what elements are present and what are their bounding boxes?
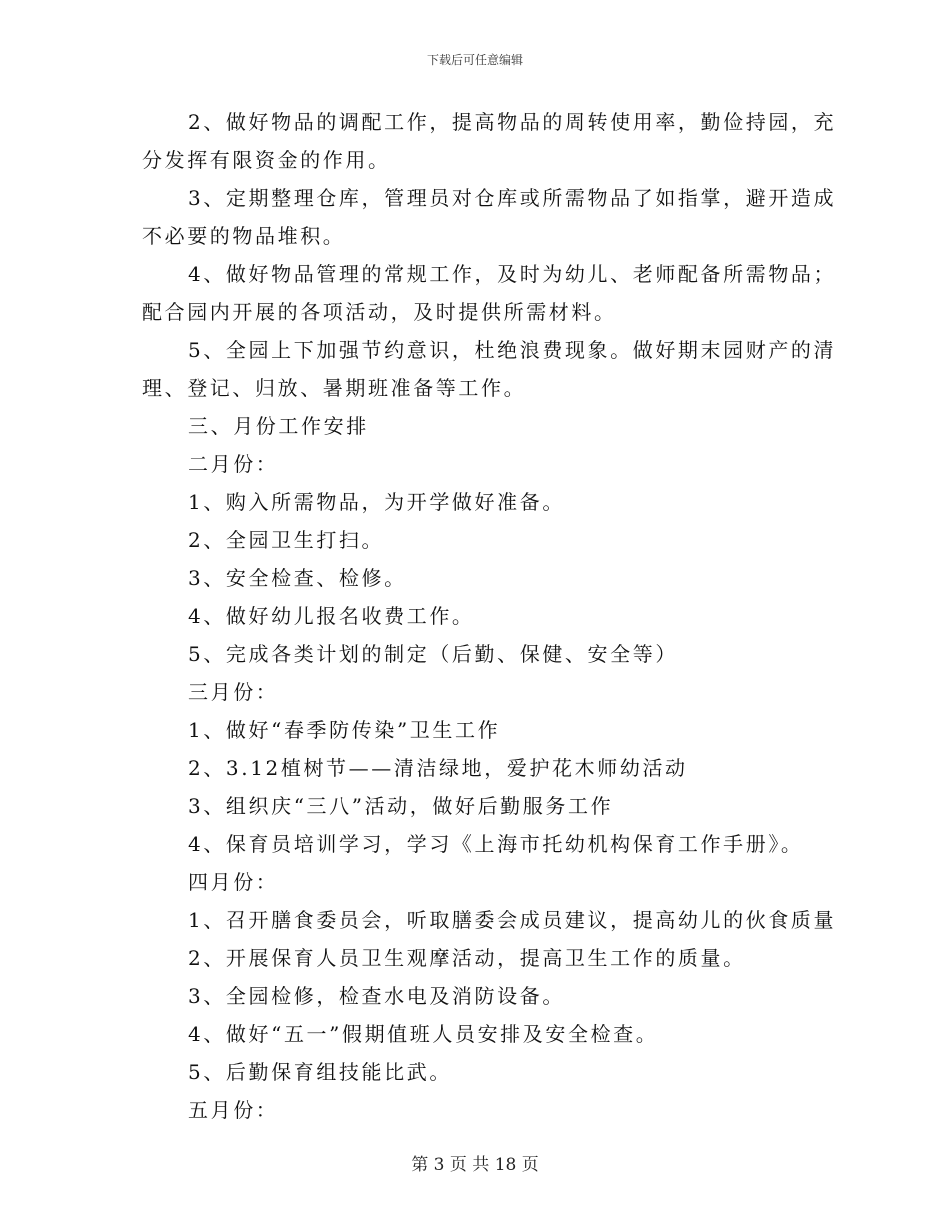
section-heading: 三、月份工作安排 (188, 414, 369, 438)
text-line: 理、登记、归放、暑期班准备等工作。 (142, 376, 527, 400)
text-line: 不必要的物品堆积。 (142, 224, 346, 248)
text-line: 分发挥有限资金的作用。 (142, 148, 391, 172)
list-item: 1、做好“春季防传染”卫生工作 (188, 718, 501, 742)
month-heading: 五月份： (188, 1098, 279, 1122)
page-footer: 第 3 页 共 18 页 (411, 1155, 539, 1175)
month-heading: 四月份： (188, 870, 279, 894)
list-item: 3、全园检修，检查水电及消防设备。 (188, 984, 565, 1008)
list-item: 2、3.12植树节——清洁绿地，爱护花木师幼活动 (188, 756, 688, 780)
text-line: 4、做好物品管理的常规工作，及时为幼儿、老师配备所需物品； (188, 262, 837, 286)
list-item: 5、后勤保育组技能比武。 (188, 1060, 452, 1084)
text-line: 3、定期整理仓库，管理员对仓库或所需物品了如指掌，避开造成 (188, 186, 837, 210)
page-header: 下载后可任意编辑 (426, 53, 523, 67)
list-item: 3、安全检查、检修。 (188, 566, 407, 590)
text-line: 5、全园上下加强节约意识，杜绝浪费现象。做好期末园财产的清 (188, 338, 837, 362)
list-item: 1、召开膳食委员会，听取膳委会成员建议，提高幼儿的伙食质量 (188, 908, 837, 932)
list-item: 5、完成各类计划的制定（后勤、保健、安全等） (188, 642, 678, 666)
list-item: 4、保育员培训学习，学习《上海市托幼机构保育工作手册》。 (188, 832, 804, 856)
month-heading: 二月份： (188, 452, 279, 476)
text-line: 2、做好物品的调配工作，提高物品的周转使用率，勤俭持园，充 (188, 110, 837, 134)
list-item: 2、全园卫生打扫。 (188, 528, 385, 552)
list-item: 4、做好“五一”假期值班人员安排及安全检查。 (188, 1022, 659, 1046)
list-item: 4、做好幼儿报名收费工作。 (188, 604, 475, 628)
text-line: 配合园内开展的各项活动，及时提供所需材料。 (142, 300, 617, 324)
list-item: 2、开展保育人员卫生观摩活动，提高卫生工作的质量。 (188, 946, 746, 970)
list-item: 3、组织庆“三八”活动，做好后勤服务工作 (188, 794, 614, 818)
month-heading: 三月份： (188, 680, 279, 704)
list-item: 1、购入所需物品，为开学做好准备。 (188, 490, 565, 514)
